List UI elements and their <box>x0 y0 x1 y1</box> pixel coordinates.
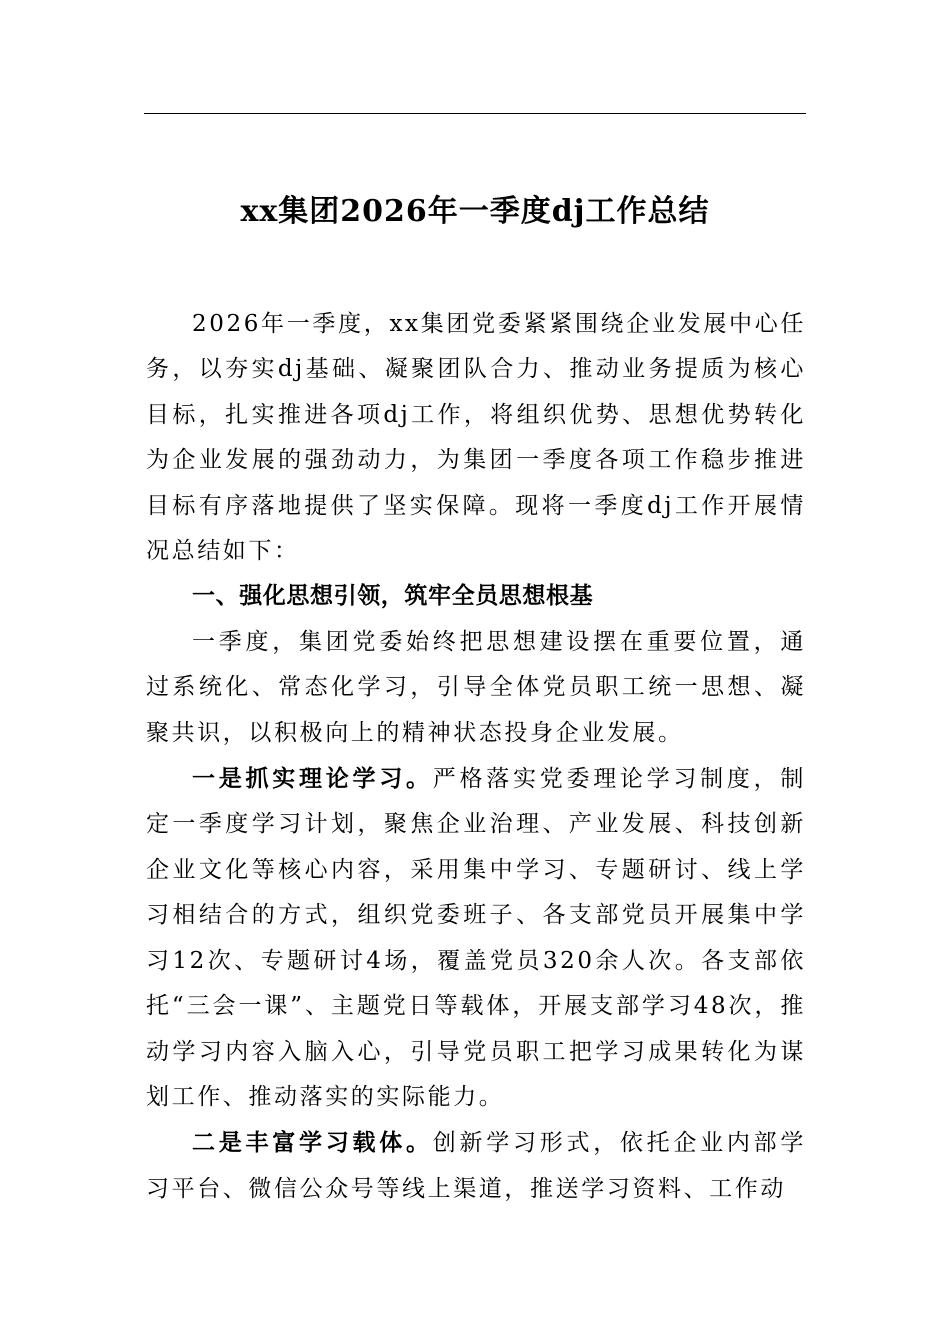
item-text-2: 创新学习形式，依托企业内部学习平台、微信公众号等线上渠道，推送学习资料、工作动 <box>146 1130 807 1202</box>
document-title: xx集团2026年一季度dj工作总结 <box>240 194 710 229</box>
section-heading: 一、强化思想引领，筑牢全员思想根基 <box>192 583 594 610</box>
item-lead-1: 一是抓实理论学习。 <box>192 765 433 793</box>
item-lead-2: 二是丰富学习载体。 <box>192 1129 433 1157</box>
intro-paragraph: 2026年一季度，xx集团党委紧紧围绕企业发展中心任务，以夯实dj基础、凝聚团队合力、推动业务提质为核心目标，扎实推进各项dj工作，将组织优势、思想优势转化为企业发展的强劲动力，为集团一季度各项工作稳步推进目标有序落地提供了坚实保障。现将一季度dj工作开展情况总结如下： <box>146 311 806 565</box>
header-rule <box>144 113 806 114</box>
item-text-1: 严格落实党委理论学习制度，制定一季度学习计划，聚焦企业治理、产业发展、科技创新企业文化等核心内容，采用集中学习、专题研讨、线上学习相结合的方式，组织党委班子、各支部党员开展集中学习12次、专题研讨4场，覆盖党员320余人次。各支部依托“三会一课”、主题党日等载体，开展支部学习48次，推动学习内容入脑入心，引导党员职工把学习成果转化为谋划工作、推动落实的实际能力。 <box>146 766 807 1110</box>
section-intro-paragraph: 一季度，集团党委始终把思想建设摆在重要位置，通过系统化、常态化学习，引导全体党员职工统一思想、凝聚共识，以积极向上的精神状态投身企业发展。 <box>146 628 806 746</box>
item-paragraph-1 <box>146 756 806 1120</box>
document-body <box>146 302 806 1212</box>
item-paragraph-2 <box>146 1120 806 1212</box>
